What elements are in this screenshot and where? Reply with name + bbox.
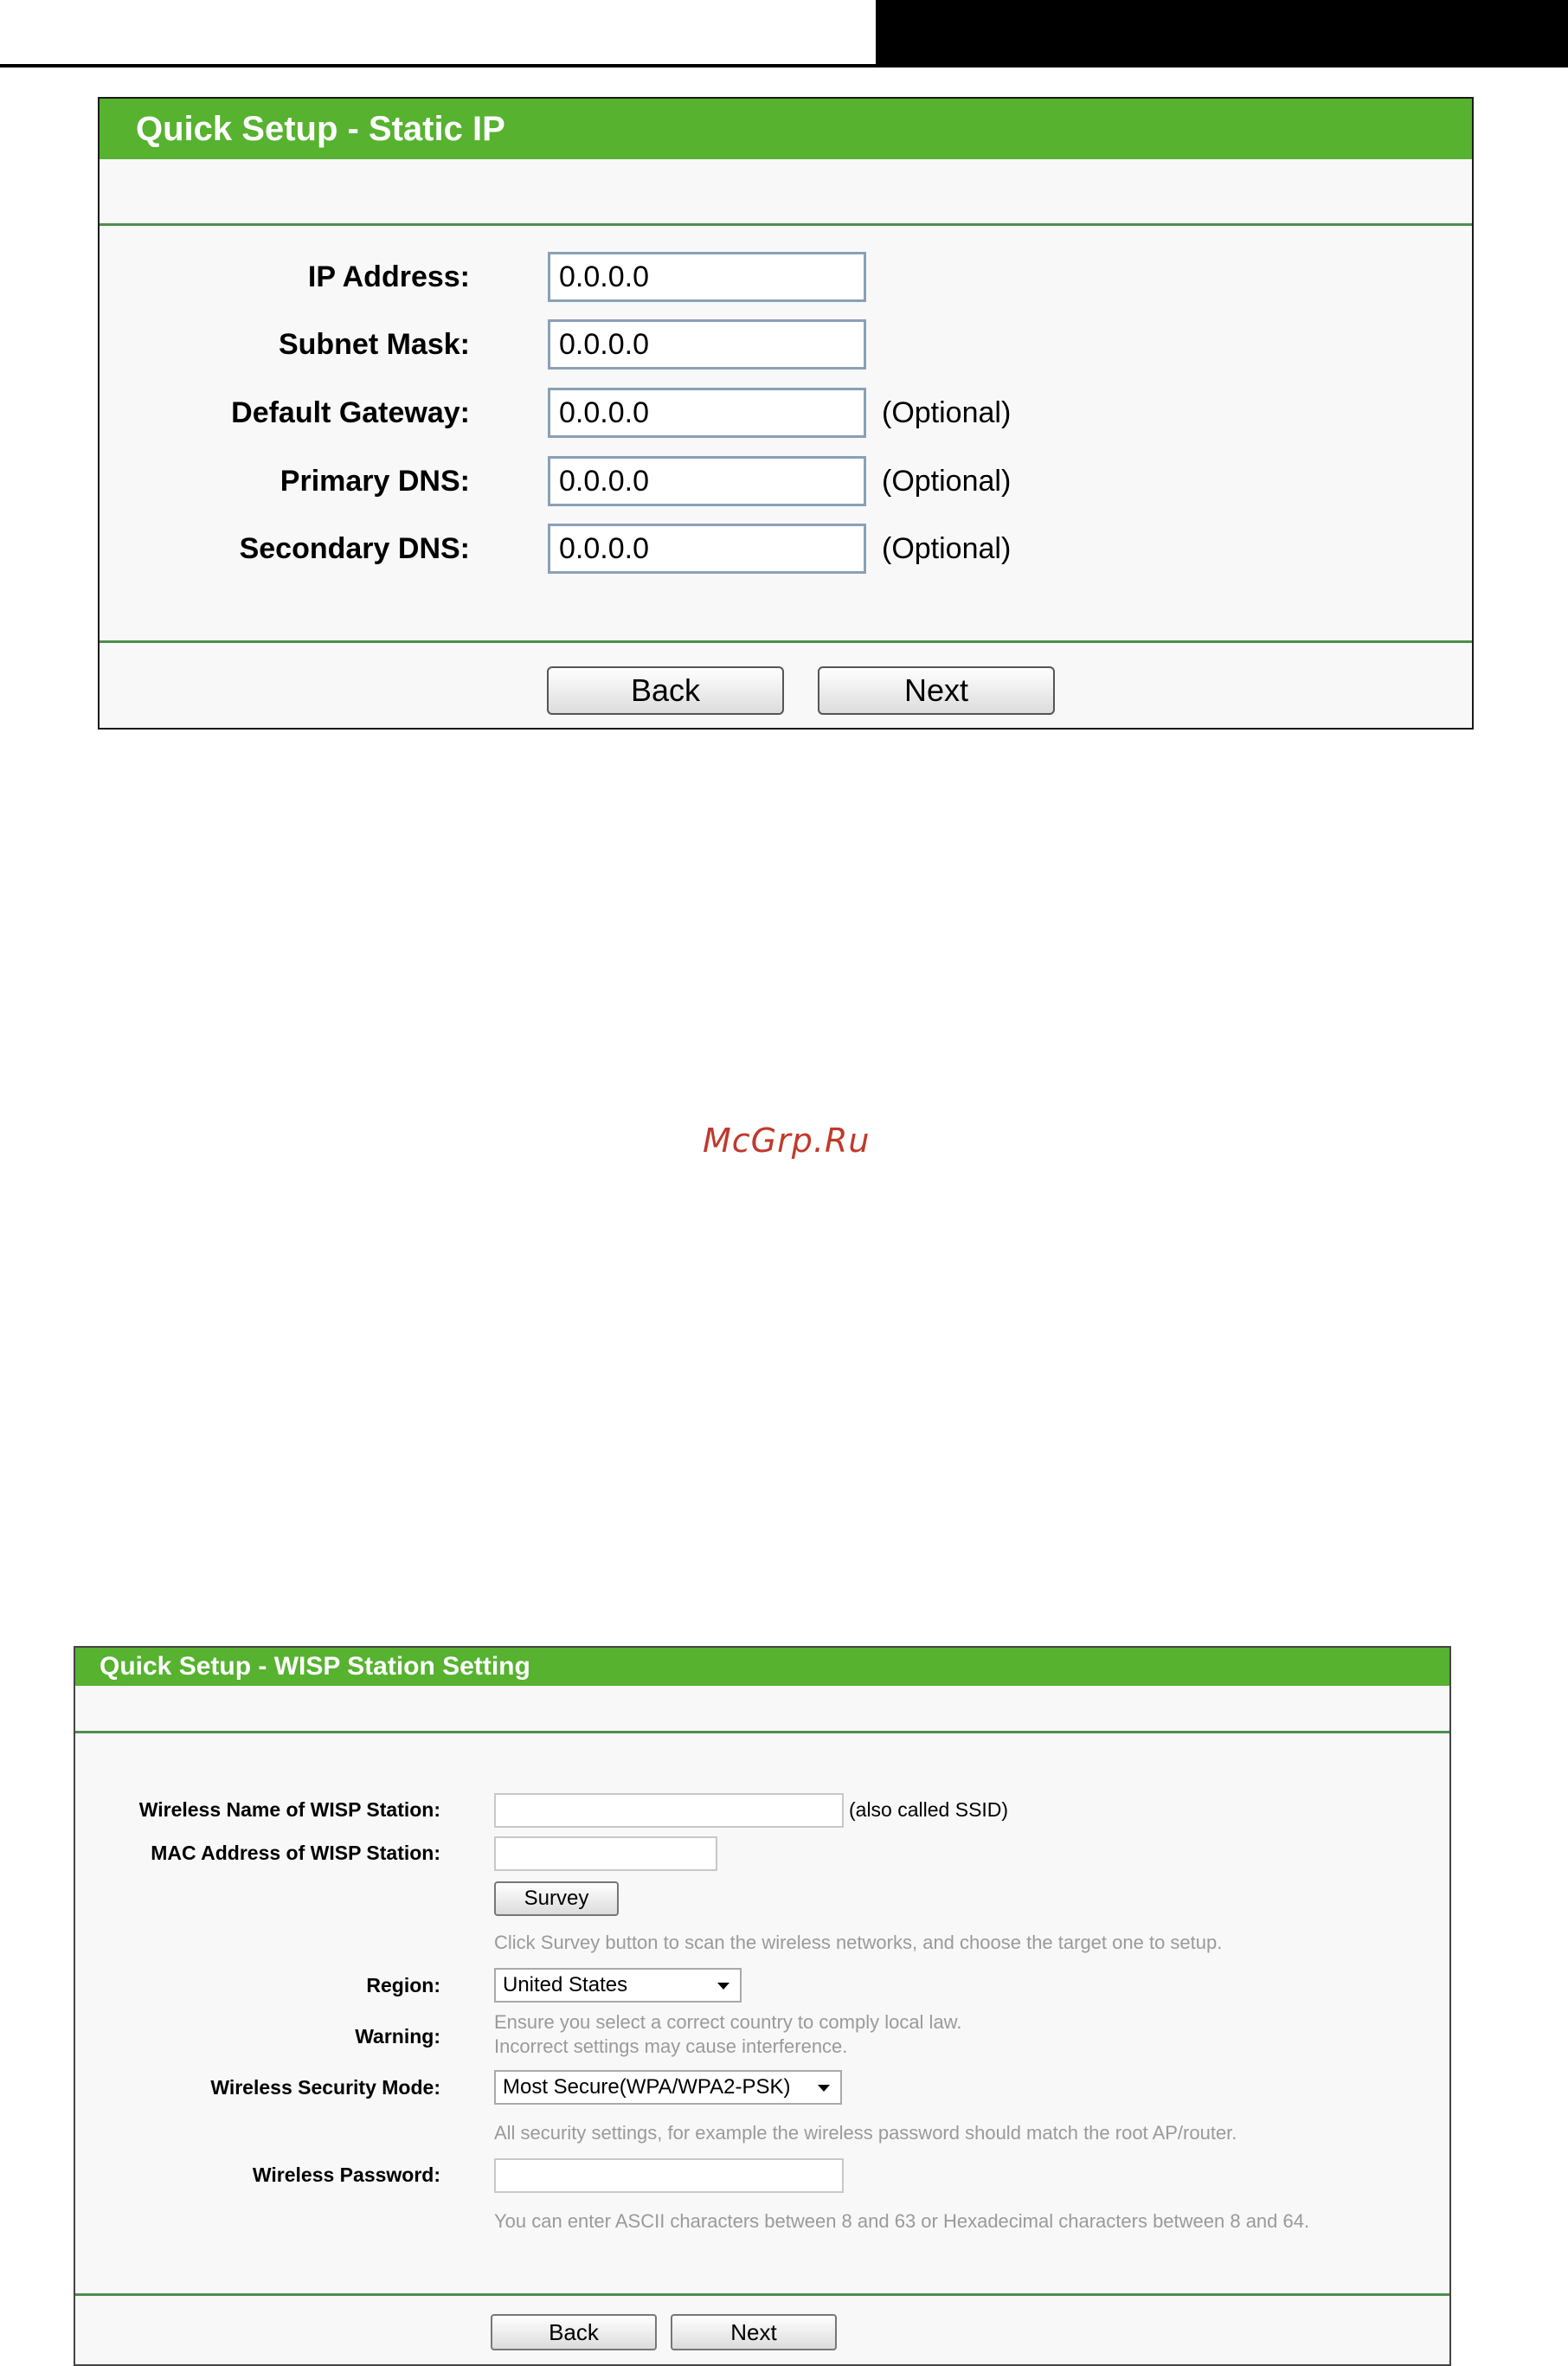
- optional-note: (Optional): [882, 465, 1012, 498]
- warning-line-1: Ensure you select a correct country to comply local law.: [494, 2011, 962, 2033]
- chevron-down-icon: [818, 2085, 830, 2092]
- wisp-next-button[interactable]: Next: [671, 2314, 837, 2350]
- region-select[interactable]: [494, 1968, 742, 2003]
- wisp-top-rule: [75, 1731, 1449, 1733]
- password-label: Wireless Password:: [252, 2163, 440, 2186]
- static-ip-field-value[interactable]: [550, 322, 872, 367]
- static-ip-field-value[interactable]: [550, 526, 872, 571]
- ssid-input[interactable]: [494, 1793, 844, 1828]
- static-ip-field-input[interactable]: [548, 456, 866, 506]
- static-ip-field-input[interactable]: [548, 388, 866, 438]
- static-ip-field-label: Secondary DNS:: [239, 532, 470, 565]
- static-ip-field-label: Primary DNS:: [280, 465, 470, 498]
- password-input-field[interactable]: [496, 2160, 847, 2191]
- mac-input[interactable]: [494, 1836, 717, 1871]
- survey-button[interactable]: Survey: [494, 1881, 619, 1916]
- static-ip-field-label: Subnet Mask:: [278, 328, 470, 361]
- security-mode-value: Most Secure(WPA/WPA2-PSK): [503, 2075, 791, 2099]
- back-button[interactable]: Back: [547, 666, 784, 715]
- warning-label: Warning:: [355, 2025, 440, 2048]
- ssid-label: Wireless Name of WISP Station:: [138, 1798, 440, 1821]
- mac-label: MAC Address of WISP Station:: [151, 1842, 440, 1864]
- security-mode-label: Wireless Security Mode:: [210, 2076, 440, 2099]
- static-ip-field-value[interactable]: [550, 254, 872, 299]
- static-ip-bottom-rule: [100, 640, 1472, 643]
- watermark-text: McGrp.Ru: [703, 1122, 871, 1160]
- region-label: Region:: [366, 1974, 440, 1996]
- ssid-note: (also called SSID): [849, 1798, 1009, 1821]
- static-ip-field-label: Default Gateway:: [231, 396, 470, 429]
- chevron-down-icon: [717, 1983, 729, 1990]
- page-header-bar: [876, 0, 1568, 68]
- static-ip-top-rule: [100, 223, 1472, 226]
- security-mode-select[interactable]: [494, 2070, 842, 2105]
- next-button[interactable]: Next: [818, 666, 1055, 715]
- optional-note: (Optional): [882, 396, 1012, 429]
- wisp-back-button[interactable]: Back: [491, 2314, 657, 2350]
- password-input[interactable]: [494, 2158, 844, 2193]
- wisp-title: Quick Setup - WISP Station Setting: [75, 1648, 1449, 1686]
- static-ip-field-label: IP Address:: [307, 260, 470, 293]
- survey-hint: Click Survey button to scan the wireless networks, and choose the target one to setup.: [494, 1932, 1223, 1953]
- mac-input-field[interactable]: [496, 1838, 721, 1869]
- static-ip-field-input[interactable]: [548, 252, 866, 302]
- warning-line-2: Incorrect settings may cause interference.: [494, 2035, 848, 2057]
- static-ip-field-value[interactable]: [550, 390, 872, 435]
- security-hint: All security settings, for example the wireless password should match the root AP/router.: [494, 2122, 1237, 2144]
- static-ip-panel: [98, 97, 1474, 730]
- wisp-bottom-rule: [75, 2293, 1449, 2296]
- region-select-value: United States: [503, 1973, 628, 1996]
- wisp-panel: [74, 1646, 1451, 2366]
- static-ip-title: Quick Setup - Static IP: [100, 99, 1472, 159]
- static-ip-field-value[interactable]: [550, 459, 872, 504]
- static-ip-field-input[interactable]: [548, 319, 866, 370]
- static-ip-field-input[interactable]: [548, 524, 866, 574]
- ssid-input-field[interactable]: [496, 1795, 847, 1826]
- optional-note: (Optional): [882, 532, 1012, 565]
- password-hint: You can enter ASCII characters between 8 and 63 or Hexadecimal characters between 8 and 64.: [494, 2210, 1310, 2232]
